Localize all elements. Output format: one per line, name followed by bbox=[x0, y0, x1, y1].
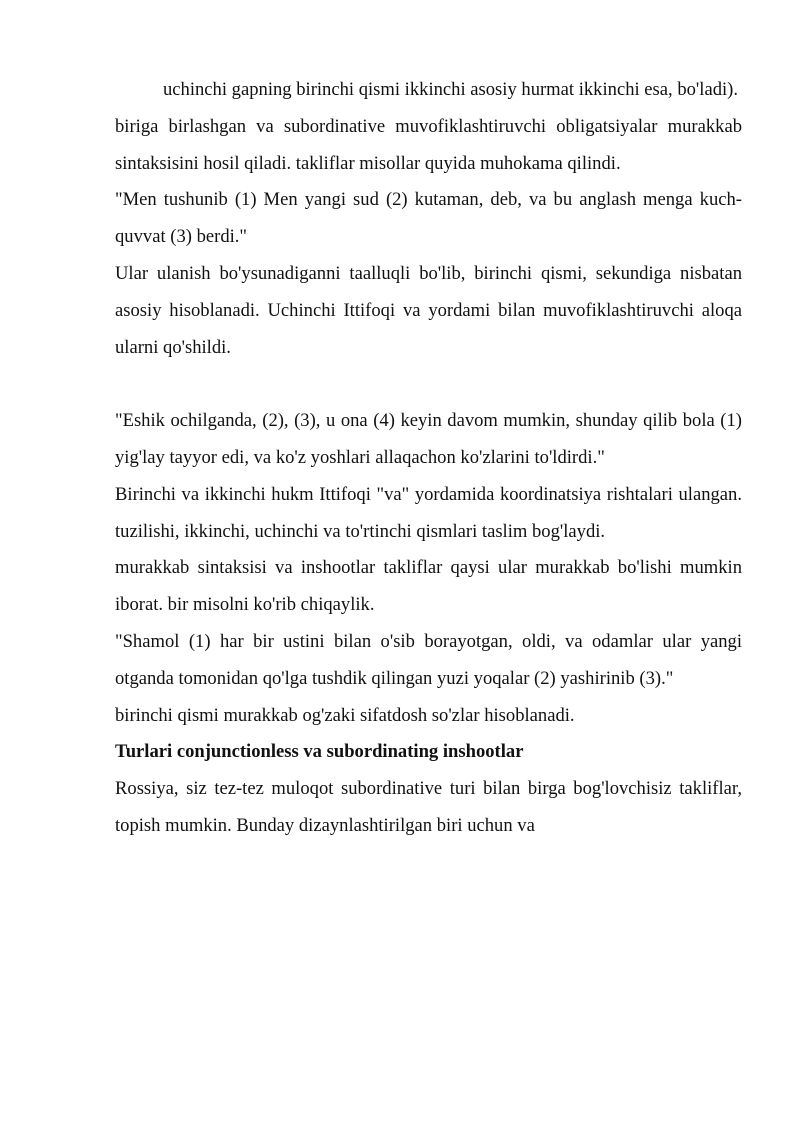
body-paragraph: Ular ulanish bo'ysunadiganni taalluqli bo'lib, birinchi qismi, sekundiga nisbatan asosiy hisoblanadi. Uchinchi Ittifoqi va yordami bilan muvofiklashtiruvchi aloqa ularni qo'shildi. bbox=[115, 262, 742, 358]
body-paragraph: biriga birlashgan va subordinative muvofiklashtiruvchi obligatsiyalar murakkab sintaksisini hosil qiladi. takliflar misollar quyida muhokama qilindi. bbox=[115, 115, 742, 174]
body-paragraph: murakkab sintaksisi va inshootlar takliflar qaysi ular murakkab bo'lishi mumkin iborat. bir misolni ko'rib chiqaylik. bbox=[115, 557, 742, 616]
continuation-paragraph: uchinchi gapning birinchi qismi ikkinchi asosiy hurmat ikkinchi esa, bo'ladi). bbox=[163, 79, 739, 100]
body-paragraph: birinchi qismi murakkab og'zaki sifatdosh so'zlar hisoblanadi. bbox=[115, 704, 575, 726]
document-page bbox=[115, 72, 742, 845]
body-paragraph: Rossiya, siz tez-tez muloqot subordinative turi bilan birga bog'lovchisiz takliflar, topish mumkin. Bunday dizaynlashtirilgan biri uchun va bbox=[115, 778, 742, 836]
example-quote: "Eshik ochilganda, (2), (3), u ona (4) keyin davom mumkin, shunday qilib bola (1) yig'lay tayyor edi, va ko'z yoshlari allaqachon ko'zlarini to'ldirdi." bbox=[115, 410, 742, 468]
section-heading: Turlari conjunctionless va subordinating inshootlar bbox=[115, 741, 524, 763]
example-quote: "Shamol (1) har bir ustini bilan o'sib borayotgan, oldi, va odamlar ular yangi otganda tomonidan qo'lga tushdik qilingan yuzi yoqalar (2) yashirinib (3)." bbox=[115, 630, 742, 689]
example-quote: "Men tushunib (1) Men yangi sud (2) kutaman, deb, va bu anglash menga kuch-quvvat (3) berdi." bbox=[115, 189, 742, 248]
body-paragraph: Birinchi va ikkinchi hukm Ittifoqi "va" yordamida koordinatsiya rishtalari ulangan. tuzilishi, ikkinchi, uchinchi va to'rtinchi qismlari taslim bog'laydi. bbox=[115, 483, 742, 542]
